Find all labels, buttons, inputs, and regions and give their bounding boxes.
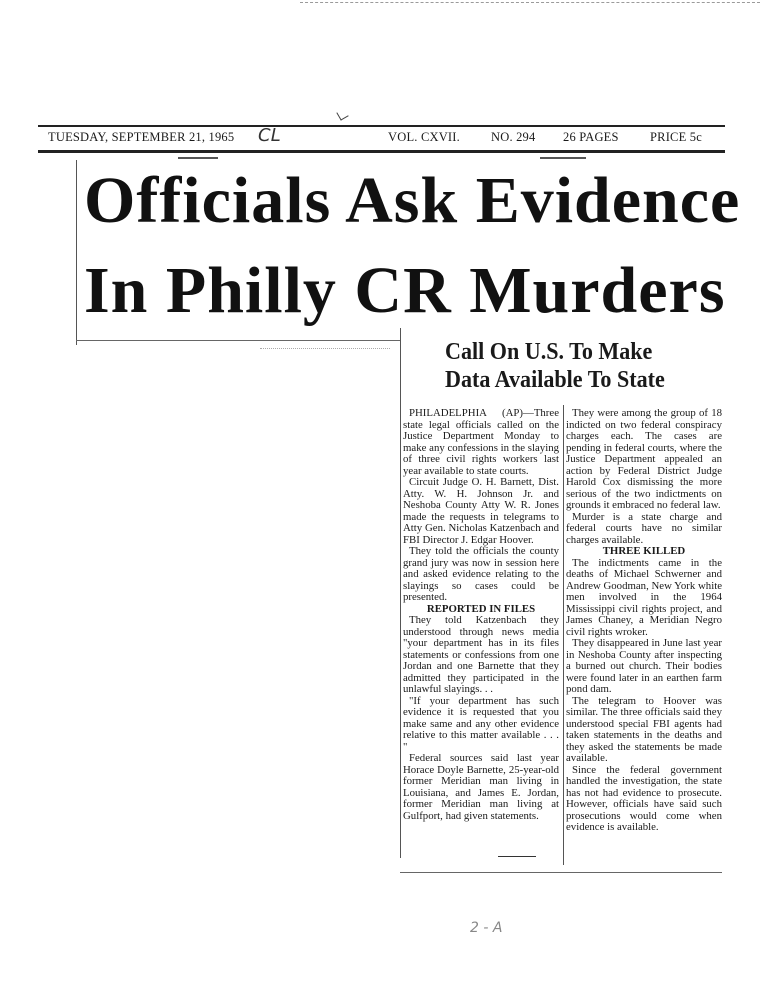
masthead-price: PRICE 5c: [650, 130, 702, 144]
clipping-left-edge: [76, 160, 77, 345]
article-paragraph: "If your department has such evidence it is requested that you make same and any other evidence relative to this matter available . . . ": [403, 694, 559, 753]
masthead-date: TUESDAY, SEPTEMBER 21, 1965: [48, 130, 235, 144]
article-column-1: [403, 408, 559, 822]
masthead-dateline: [48, 125, 720, 148]
article-paragraph: Since the federal government handled the investigation, the state has not had evidence to prosecute. However, officials have said such prosecutions would come when evidence is available.: [566, 763, 722, 833]
top-dashed-edge: [300, 2, 760, 3]
pen-mark: [336, 108, 348, 120]
article-paragraph: They told the officials the county grand jury was now in session here and asked evidence relating to the slayings so cases could be presented.: [403, 545, 559, 603]
clip-scribble-left: [178, 157, 218, 159]
subhead-line-1: Call On U.S. To Make: [445, 339, 653, 365]
headline-line-2: In Philly CR Murders: [84, 254, 726, 327]
masthead-pages: 26 PAGES: [563, 130, 619, 144]
headline-line-1: Officials Ask Evidence: [84, 164, 741, 237]
article-subheading: REPORTED IN FILES: [426, 602, 536, 615]
end-dash-mark: [498, 856, 536, 857]
footer-scribble: 2 - A: [470, 920, 503, 936]
article-left-rule: [400, 328, 401, 858]
article-paragraph: The indictments came in the deaths of Michael Schwerner and Andrew Goodman, New York white men involved in the 1964 Mississippi civil rights project, and James Chaney, a Meridian Negro civil rights wroker.: [566, 556, 722, 638]
article-column-2: [566, 408, 722, 834]
handwritten-initials: CL: [258, 125, 281, 146]
masthead-rule-bottom: [38, 150, 725, 153]
article-paragraph: The telegram to Hoover was similar. The three officials said they understood special FBI agents had taken statements in the deaths and they asked the statements be made available.: [566, 694, 722, 764]
headline-underline: [76, 340, 401, 341]
article-paragraph: They disappeared in June last year in Neshoba County after inspecting a burned out church. Their bodies were found later in an earthen farm pond dam.: [566, 637, 722, 695]
article-paragraph: PHILADELPHIA (AP)—Three state legal officials called on the Justice Department Monday to make any confessions in the slaying of three civil rights workers last year available to state courts.: [403, 407, 559, 477]
masthead-rule-top: [38, 125, 725, 127]
article-paragraph: Murder is a state charge and federal courts have no similar charges available.: [566, 510, 722, 546]
article-subheading: THREE KILLED: [602, 545, 686, 557]
article-paragraph: Federal sources said last year Horace Doyle Barnette, 25-year-old former Meridian man living in Louisiana, and James E. Jordan, former Meridian man living at Gulfport, had given statements.: [403, 752, 559, 822]
article-paragraph: They told Katzenbach they understood through news media "your department has in its files statements or confessions from one Jordan and one Barnette that they admitted they participated in the unlawful slayings. . .: [403, 614, 559, 695]
article-bottom-rule: [400, 872, 722, 873]
column-divider: [563, 405, 564, 865]
masthead-number: NO. 294: [491, 130, 536, 144]
clip-scribble-right: [540, 157, 586, 159]
masthead-volume: VOL. CXVII.: [388, 130, 460, 144]
headline-dotted-rule: [260, 348, 390, 349]
article-paragraph: They were among the group of 18 indicted on two federal conspiracy charges each. The cases are pending in federal courts, where the Justice Department appealed an action by Federal District Judge Harold Cox dismissing the more serious of the two indictments on grounds it embraced no federal law.: [566, 407, 722, 511]
subhead-line-2: Data Available To State: [445, 367, 665, 393]
article-paragraph: Circuit Judge O. H. Barnett, Dist. Atty. W. H. Johnson Jr. and Neshoba County Atty W. R. Jones made the requests in telegrams to Atty Gen. Nicholas Katzenbach and FBI Director J. Edgar Hoover.: [403, 476, 559, 546]
